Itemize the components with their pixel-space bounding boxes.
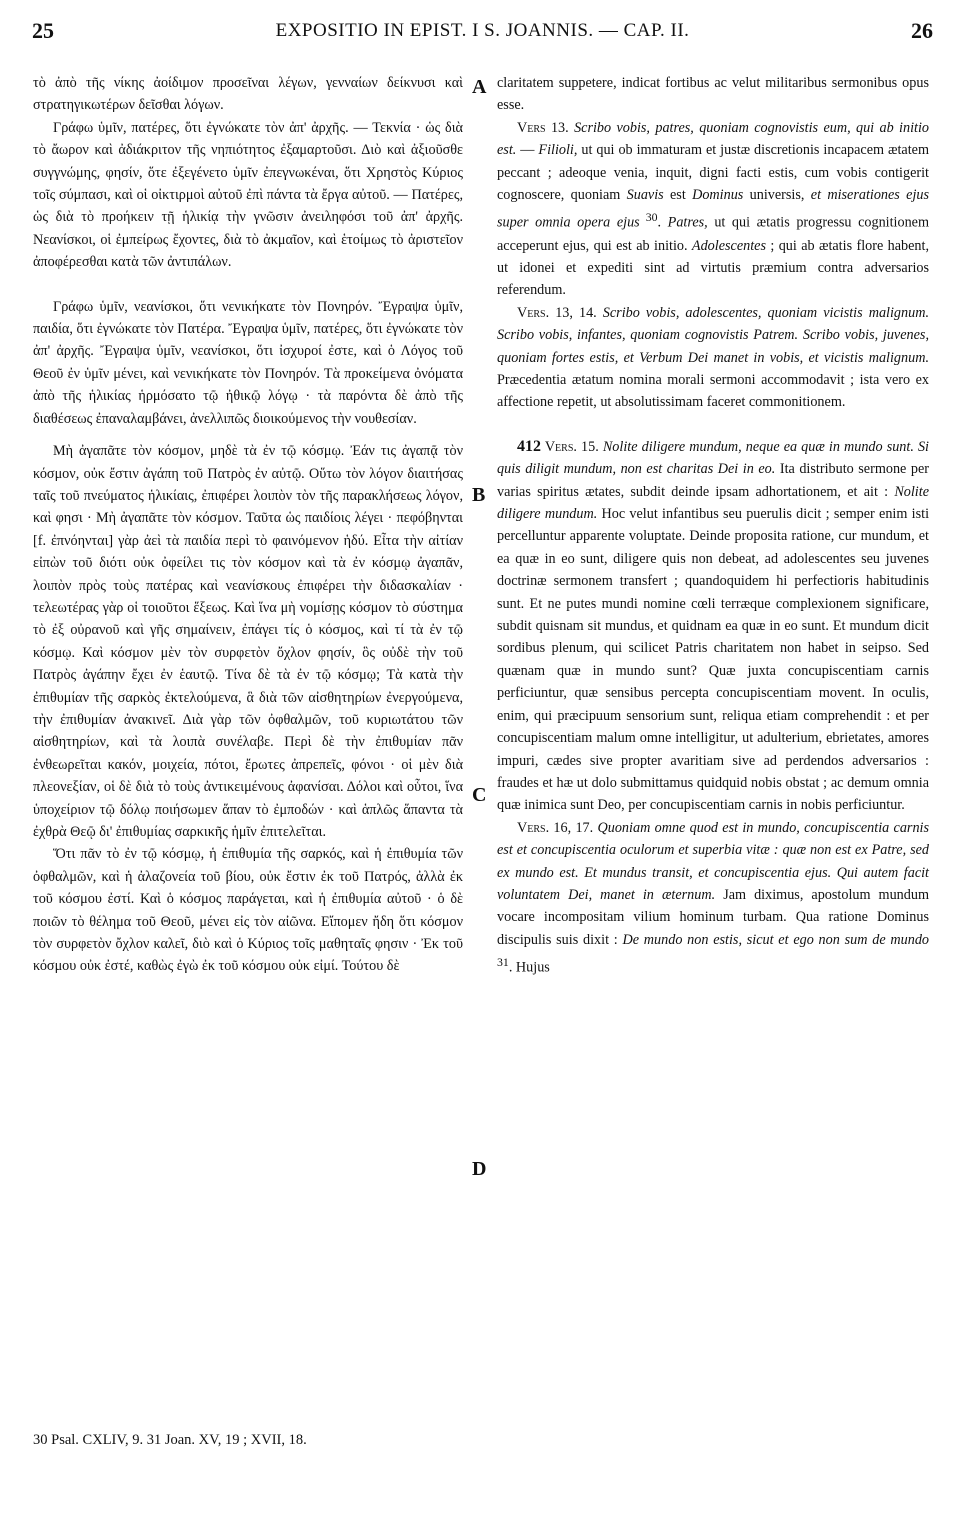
margin-letter-a: A xyxy=(472,76,487,98)
greek-paragraph: τὸ ἀπὸ τῆς νίκης ἀοίδιμον προσεῖναι λέγων, γενναίων δείκνυσι καὶ στρατηγικωτέρων δεῖσθαι λόγων. xyxy=(33,75,463,114)
greek-paragraph: Ὅτι πᾶν τὸ ἐν τῷ κόσμῳ, ἡ ἐπιθυμία τῆς σαρκός, καὶ ἡ ἐπιθυμία τῶν ὀφθαλμῶν, καὶ ἡ ἀλαζονεία τοῦ βίου, οὐκ ἔστιν ἐκ τοῦ Πατρός, ἀλλὰ ἐκ τοῦ κόσμου ἐστί. Καὶ ὁ κόσμος παράγεται, καὶ ἡ ἐπιθυμία αὐτοῦ · ὁ δὲ ποιῶν τὸ θέλημα τοῦ Θεοῦ, μένει εἰς τὸν αἰῶνα. Εἴπομεν ἤδη ὅτι κόσμον τὸν συρφετὸν ὄχλον καλεῖ, διὸ καὶ ὁ Κύριος τοῖς μαθηταῖς φησιν · Ἐκ τοῦ κόσμου οὐκ ἐστέ, καθὼς ἐγὼ ἐκ τοῦ κόσμου οὐκ εἰμί. Τούτου δὲ xyxy=(33,846,463,975)
page-header xyxy=(32,18,933,48)
greek-paragraph: Γράφω ὑμῖν, πατέρες, ὅτι ἐγνώκατε τὸν ἀπ' ἀρχῆς. — Τεκνία · ὡς διὰ τὸ ἄωρον καὶ ἀδιάκριτον τῆς νηπιότητος ἐξαμαρτοῦσι. Διὸ καὶ ἀξιοῦσθε συγγνώμης, φησίν, ὅτε ἐξεγένετο ὑμῖν ἐπεγνωκέναι, ὅτι Χρηστὸς Κύριος τοῖς σύμπασι, καὶ οἱ οἰκτιρμοὶ αὐτοῦ ἐπὶ πάντα τὰ ἔργα αὐτοῦ. — Πατέρες, ὡς διὰ τὸ προήκειν τῇ ἡλικίᾳ τὴν γνῶσιν ἀνειληφόσι τοῦ ἀπ' ἀρχῆς. Νεανίσκοι, οἱ ἐμπείρως ἔχοντες, διὰ τὸ ἀκμαῖον, καὶ ἑτοίμως τὸ ἀριστεῖον ἀποφέρεσθαι κατὰ τῶν ἀντιπάλων. xyxy=(33,119,463,271)
column-number: 412 xyxy=(517,437,541,455)
latin-paragraph: Vers. 16, 17. Quoniam omne quod est in mundo, concupiscentia carnis est et concupiscentia oculorum et superbia vitæ : quæ non est ex Patre, sed ex mundo est. Et mundus transit, et concupiscentia ejus. Qui autem facit voluntatem Dei, manet in æternum. Jam diximus, apostolum mundum vocare incompositam vilium hominum turbam. Qua ratione Dominus discipulis suis dixit : De mundo non estis, sicut et ego non sum de mundo $^{31}$. Hujus xyxy=(497,819,930,976)
margin-letter-b: B xyxy=(472,484,486,506)
verse-ref: Vers. 16, 17. xyxy=(517,819,594,836)
latin-paragraph: claritatem suppetere, indicat fortibus ac velut militaribus sermonibus opus esse. xyxy=(497,75,929,114)
greek-paragraph: Γράφω ὑμῖν, νεανίσκοι, ὅτι νενικήκατε τὸν Πονηρόν. Ἔγραψα ὑμῖν, παιδία, ὅτι ἐγνώκατε τὸν Πατέρα. Ἔγραψα ὑμῖν, πατέρες, ὅτι ἐγνώκατε τὸν ἀπ' ἀρχῆς. Ἔγραψα ὑμῖν, νεανίσκοι, ὅτι ἰσχυροί ἐστε, καὶ ὁ Λόγος τοῦ Θεοῦ ἐν ὑμῖν μένει, καὶ νενικήκατε τὸν Πονηρόν. Τὰ προκείμενα ὀνόματα ἀπὸ τῆς ἡλικίας ἡρμόσατο τῷ ἠθικῷ λόγῳ · τὰ παρόντα δὲ ἀπὸ τῆς διαθέσεως ἐπαναλαμβάνει, ἀνελλιπῶς διοικούμενος τὴν νουθεσίαν. xyxy=(33,298,463,427)
latin-paragraph: 412 Vers. 15. Nolite diligere mundum, neque ea quæ in mundo sunt. Si quis diligit mundum, non est charitas Dei in eo. Ita distributo sermone per varias spiritus ætates, subdit deinde ipsam adhortationem, et ait : Nolite diligere mundum. Hoc velut infantibus seu puerulis dicit ; semper enim isti percelluntur apparente voluptate. Deinde proposita ratione, cur mundum, et ea quæ in eo sunt, diligere quis non debeat, ad adolescentes seu juvenes doctrinæ sermonem transfert ; quandoquidem hi perfectioris habitudinis sunt. Et ne putes mundi nomine cœli terræque complexionem significare, subdit quisnam sit mundus, et quidnam ea quæ in eo sunt. Et mundum dicit sordibus plenum, qui scilicet Patris charitatem non habet in seipso. Sed quænam quæ in mundo sunt? Quæ juxta concupiscentiam carnis perficiuntur, quæ sensibus percepta concupiscentiam movent. In oculis, enim, qui præcipuum sensorium sunt, reliqua etiam comprehendit : et per concupiscentiam malum omne intelligitur, ut adulterium, ebrietates, amores impuri, cædes sive propter avaritiam sive ad perdendos adversarios : fraudes et hæ ut dolo submittamus quidquid nobis obstat ; ac demum omnia quæ inimica sunt Deo, per concupiscentiam carnis in nobis perficiuntur. xyxy=(497,437,930,814)
greek-column xyxy=(33,72,463,978)
margin-letter-c: C xyxy=(472,784,487,806)
footnote-ref: 30 xyxy=(639,210,658,225)
latin-column xyxy=(497,72,929,979)
latin-paragraph: Vers 13. Scribo vobis, patres, quoniam cognovistis eum, qui ab initio est. — Filioli, ut qui ob immaturam et justæ discretionis incapacem ætatem peccant ; adeoque venia, inquit, digni facti estis, cum vobis contigerit cognoscere, quoniam Suavis est Dominus universis, et miserationes ejus super omnia opera ejus $^{30}$. Patres, ut qui ætatis progressu cognitionem acceperunt ejus, qui est ab initio. Adolescentes ; qui ab ætatis flore habent, ut idonei et expediti sint ad virtutis præmium contra adversarios referendum. xyxy=(497,119,930,299)
page-number-left: 25 xyxy=(32,18,54,43)
footnotes: 30 Psal. CXLIV, 9. 31 Joan. XV, 19 ; XVII, 18. xyxy=(33,1432,307,1448)
running-title: EXPOSITIO IN EPIST. I S. JOANNIS. — CAP. II. xyxy=(275,20,690,41)
verse-ref: Vers 13. xyxy=(517,119,569,136)
page-number-right: 26 xyxy=(911,18,933,43)
greek-paragraph: Μὴ ἀγαπᾶτε τὸν κόσμον, μηδὲ τὰ ἐν τῷ κόσμῳ. Ἐάν τις ἀγαπᾷ τὸν κόσμον, οὐκ ἔστιν ἀγάπη τοῦ Πατρὸς ἐν αὐτῷ. Οὕτω τὸν λόγον διαιτήσας ταῖς τοῦ πνεύματος ἡλικίαις, ἐπιφέρει λοιπὸν τὸν τῆς παρακλήσεως λόγον, καὶ φησι · Μὴ ἀγαπᾶτε τὸν κόσμον. Ταῦτα ὡς παιδίοις λέγει · πεφόβηνται [f. ἐπνόηνται] γὰρ ἀεὶ τὰ παιδία περὶ τὸ φαινόμενον ἡδύ. Εἶτα τὴν αἰτίαν εἰπὼν τοῦ διότι οὐκ ὀφείλει τις τὸν κόσμον καὶ τὰ ἐν κόσμῳ ἀγαπᾶν, λοιπὸν πρὸς τοὺς πατέρας καὶ νεανίσκους ἐπιφέρει τὴν διδασκαλίαν · τελεωτέρας γὰρ οἱ τοιοῦτοι ἕξεως. Καὶ ἵνα μὴ νομίσῃς κόσμον τὸ σύστημα τὸ ἐξ οὐρανοῦ καὶ γῆς σημαίνειν, ἐπάγει τίς ὁ κόσμος, καὶ τί τὰ ἐν τῷ κόσμῳ. Καὶ κόσμον μὲν τὸν συρφετὸν ὄχλον φησίν, ὃς οὐδὲ τὴν τοῦ Πατρὸς ἀγάπην ἔχει ἐν ἑαυτῷ. Τίνα δὲ τὰ ἐν τῷ κόσμῳ; Τὰ κατὰ τὴν ἐπιθυμίαν τῆς σαρκὸς ἐκτελούμενα, ἃ διὰ τῶν αἰσθητηρίων ἐνεργούμενα, τὴν ἐπιθυμίαν ἀνακινεῖ. Διὰ γὰρ τῶν ὀφθαλμῶν, τοῦ κυριωτάτου τῶν αἰσθητηρίων, καὶ τὰ λοιπὰ συνέλαβε. Περὶ δὲ τὴν ἐπιθυμίαν πᾶν ἐνθεωρεῖται κακόν, μοιχεία, πότοι, ἔρωτες ἀπρεπεῖς, φόνοι · οἱ μὲν διὰ πλεονεξίαν, οἱ δὲ διὰ τὸ τοὺς ἀντικειμένους ἀφανίσαι. Δόλοι καὶ οὗτοι, ἵνα ὑποχείριον τῷ δόλῳ ποιήσωμεν ἅπαν τὸ ἐμποδών · καὶ ἁπλῶς ἅπαντα τὰ ἐχθρὰ Θεῷ δι' ἐπιθυμίας σαρκικῆς ἡμῖν ἐπιτελεῖται. xyxy=(33,443,463,840)
footnote-ref: 31 xyxy=(497,955,509,970)
margin-letter-d: D xyxy=(472,1158,487,1180)
verse-ref: Vers. 15. xyxy=(541,438,599,455)
latin-paragraph: Vers. 13, 14. Scribo vobis, adolescentes, quoniam vicistis malignum. Scribo vobis, infantes, quoniam cognovistis Patrem. Scribo vobis, juvenes, quoniam fortes estis, et Verbum Dei manet in vobis, et vicistis malignum. Præcedentia ætatum nomina morali sermoni accommodavit ; ista vero ex affectione repetit, ut absolutissimam faceret commonitionem. xyxy=(497,304,929,411)
verse-ref: Vers. 13, 14. xyxy=(517,304,597,321)
